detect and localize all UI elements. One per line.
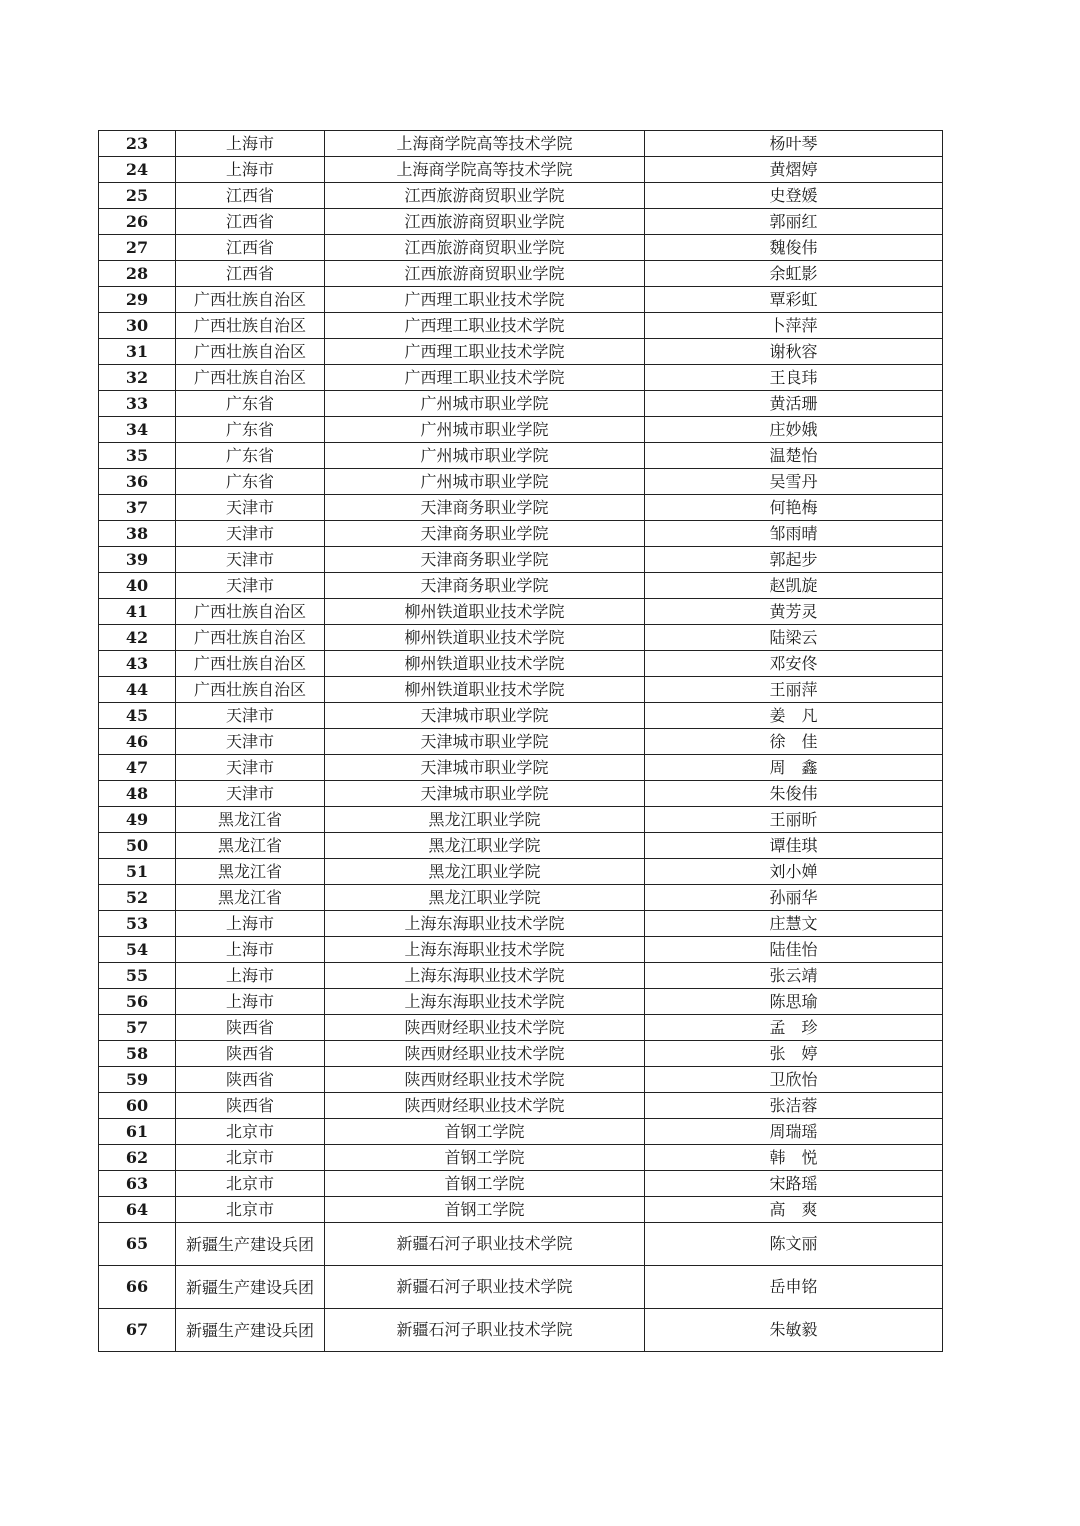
cell-name: 吴雪丹 xyxy=(645,469,943,495)
cell-name: 史登媛 xyxy=(645,183,943,209)
cell-school: 江西旅游商贸职业学院 xyxy=(325,261,645,287)
table-row xyxy=(99,989,943,1015)
cell-region: 广西壮族自治区 xyxy=(176,287,325,313)
cell-school: 广西理工职业技术学院 xyxy=(325,313,645,339)
table-row xyxy=(99,963,943,989)
cell-school: 天津城市职业学院 xyxy=(325,755,645,781)
cell-number: 35 xyxy=(99,443,176,469)
cell-number: 24 xyxy=(99,157,176,183)
table-row xyxy=(99,1041,943,1067)
cell-region: 上海市 xyxy=(176,989,325,1015)
cell-number: 57 xyxy=(99,1015,176,1041)
table-row xyxy=(99,547,943,573)
table-row xyxy=(99,1266,943,1309)
cell-region: 黑龙江省 xyxy=(176,807,325,833)
table-row xyxy=(99,1067,943,1093)
cell-number: 37 xyxy=(99,495,176,521)
cell-name: 陆佳怡 xyxy=(645,937,943,963)
cell-school: 上海东海职业技术学院 xyxy=(325,963,645,989)
table-row xyxy=(99,131,943,157)
cell-name: 黄芳灵 xyxy=(645,599,943,625)
cell-number: 67 xyxy=(99,1309,176,1352)
table-row xyxy=(99,391,943,417)
cell-region: 天津市 xyxy=(176,781,325,807)
cell-name: 黄活珊 xyxy=(645,391,943,417)
cell-name: 高 爽 xyxy=(645,1197,943,1223)
cell-number: 26 xyxy=(99,209,176,235)
cell-school: 上海东海职业技术学院 xyxy=(325,911,645,937)
cell-name: 姜 凡 xyxy=(645,703,943,729)
cell-name: 魏俊伟 xyxy=(645,235,943,261)
cell-number: 64 xyxy=(99,1197,176,1223)
table-row xyxy=(99,807,943,833)
table-row xyxy=(99,1119,943,1145)
cell-region: 江西省 xyxy=(176,183,325,209)
cell-number: 45 xyxy=(99,703,176,729)
cell-name: 黄熠婷 xyxy=(645,157,943,183)
cell-name: 邹雨晴 xyxy=(645,521,943,547)
cell-number: 36 xyxy=(99,469,176,495)
cell-school: 广州城市职业学院 xyxy=(325,469,645,495)
cell-region: 广东省 xyxy=(176,469,325,495)
cell-region: 北京市 xyxy=(176,1145,325,1171)
cell-region: 北京市 xyxy=(176,1119,325,1145)
cell-region: 江西省 xyxy=(176,209,325,235)
cell-region: 广西壮族自治区 xyxy=(176,365,325,391)
cell-school: 广西理工职业技术学院 xyxy=(325,365,645,391)
cell-region: 陕西省 xyxy=(176,1067,325,1093)
table-row xyxy=(99,365,943,391)
cell-name: 徐 佳 xyxy=(645,729,943,755)
cell-name: 王良玮 xyxy=(645,365,943,391)
cell-school: 天津商务职业学院 xyxy=(325,547,645,573)
cell-school: 陕西财经职业技术学院 xyxy=(325,1041,645,1067)
cell-region: 广东省 xyxy=(176,443,325,469)
cell-name: 张洁蓉 xyxy=(645,1093,943,1119)
cell-number: 48 xyxy=(99,781,176,807)
cell-name: 朱敏毅 xyxy=(645,1309,943,1352)
cell-name: 张云靖 xyxy=(645,963,943,989)
cell-school: 上海东海职业技术学院 xyxy=(325,937,645,963)
cell-region: 黑龙江省 xyxy=(176,859,325,885)
cell-name: 刘小婵 xyxy=(645,859,943,885)
cell-name: 孙丽华 xyxy=(645,885,943,911)
cell-number: 30 xyxy=(99,313,176,339)
cell-name: 余虹影 xyxy=(645,261,943,287)
table-row xyxy=(99,911,943,937)
table-row xyxy=(99,781,943,807)
cell-number: 52 xyxy=(99,885,176,911)
cell-region: 陕西省 xyxy=(176,1093,325,1119)
cell-school: 首钢工学院 xyxy=(325,1119,645,1145)
cell-school: 天津城市职业学院 xyxy=(325,781,645,807)
cell-region: 广西壮族自治区 xyxy=(176,599,325,625)
cell-name: 邓安佟 xyxy=(645,651,943,677)
cell-region: 黑龙江省 xyxy=(176,885,325,911)
cell-school: 首钢工学院 xyxy=(325,1145,645,1171)
cell-name: 陆梁云 xyxy=(645,625,943,651)
cell-region: 广西壮族自治区 xyxy=(176,651,325,677)
table-row xyxy=(99,651,943,677)
cell-school: 广州城市职业学院 xyxy=(325,417,645,443)
cell-region: 天津市 xyxy=(176,729,325,755)
table-row xyxy=(99,755,943,781)
cell-school: 新疆石河子职业技术学院 xyxy=(325,1266,645,1309)
cell-name: 庄妙娥 xyxy=(645,417,943,443)
cell-region: 天津市 xyxy=(176,547,325,573)
cell-number: 46 xyxy=(99,729,176,755)
cell-school: 天津商务职业学院 xyxy=(325,495,645,521)
cell-number: 51 xyxy=(99,859,176,885)
cell-school: 广州城市职业学院 xyxy=(325,391,645,417)
cell-name: 王丽昕 xyxy=(645,807,943,833)
cell-name: 覃彩虹 xyxy=(645,287,943,313)
table-row xyxy=(99,599,943,625)
cell-region: 上海市 xyxy=(176,937,325,963)
cell-number: 62 xyxy=(99,1145,176,1171)
cell-school: 江西旅游商贸职业学院 xyxy=(325,235,645,261)
cell-school: 天津城市职业学院 xyxy=(325,703,645,729)
cell-name: 庄慧文 xyxy=(645,911,943,937)
table-row xyxy=(99,261,943,287)
cell-name: 宋路瑶 xyxy=(645,1171,943,1197)
cell-region: 广西壮族自治区 xyxy=(176,313,325,339)
cell-number: 60 xyxy=(99,1093,176,1119)
cell-region: 广西壮族自治区 xyxy=(176,625,325,651)
cell-name: 何艳梅 xyxy=(645,495,943,521)
table-row xyxy=(99,937,943,963)
cell-number: 32 xyxy=(99,365,176,391)
cell-school: 江西旅游商贸职业学院 xyxy=(325,183,645,209)
cell-school: 广州城市职业学院 xyxy=(325,443,645,469)
cell-region: 新疆生产建设兵团 xyxy=(176,1309,325,1352)
cell-region: 天津市 xyxy=(176,495,325,521)
cell-name: 岳申铭 xyxy=(645,1266,943,1309)
cell-region: 江西省 xyxy=(176,261,325,287)
table-row xyxy=(99,1309,943,1352)
cell-region: 上海市 xyxy=(176,157,325,183)
cell-school: 上海商学院高等技术学院 xyxy=(325,157,645,183)
cell-number: 39 xyxy=(99,547,176,573)
cell-number: 41 xyxy=(99,599,176,625)
table-row xyxy=(99,287,943,313)
cell-school: 广西理工职业技术学院 xyxy=(325,339,645,365)
cell-name: 周 鑫 xyxy=(645,755,943,781)
cell-number: 53 xyxy=(99,911,176,937)
cell-number: 42 xyxy=(99,625,176,651)
cell-number: 56 xyxy=(99,989,176,1015)
table-row xyxy=(99,469,943,495)
cell-region: 北京市 xyxy=(176,1197,325,1223)
cell-school: 新疆石河子职业技术学院 xyxy=(325,1309,645,1352)
cell-name: 周瑞瑶 xyxy=(645,1119,943,1145)
cell-name: 卜萍萍 xyxy=(645,313,943,339)
table-row xyxy=(99,235,943,261)
table-row xyxy=(99,495,943,521)
cell-school: 黑龙江职业学院 xyxy=(325,833,645,859)
cell-number: 25 xyxy=(99,183,176,209)
cell-name: 郭起步 xyxy=(645,547,943,573)
table-row xyxy=(99,1093,943,1119)
cell-school: 上海商学院高等技术学院 xyxy=(325,131,645,157)
cell-school: 陕西财经职业技术学院 xyxy=(325,1067,645,1093)
cell-number: 66 xyxy=(99,1266,176,1309)
cell-school: 首钢工学院 xyxy=(325,1197,645,1223)
cell-region: 天津市 xyxy=(176,755,325,781)
table-row xyxy=(99,183,943,209)
cell-school: 天津城市职业学院 xyxy=(325,729,645,755)
table-row xyxy=(99,443,943,469)
cell-name: 谢秋容 xyxy=(645,339,943,365)
cell-region: 江西省 xyxy=(176,235,325,261)
cell-school: 柳州铁道职业技术学院 xyxy=(325,625,645,651)
cell-region: 陕西省 xyxy=(176,1015,325,1041)
cell-number: 59 xyxy=(99,1067,176,1093)
cell-name: 陈文丽 xyxy=(645,1223,943,1266)
cell-name: 韩 悦 xyxy=(645,1145,943,1171)
cell-school: 上海东海职业技术学院 xyxy=(325,989,645,1015)
table-row xyxy=(99,1171,943,1197)
table-row xyxy=(99,1223,943,1266)
cell-region: 天津市 xyxy=(176,703,325,729)
table-row xyxy=(99,313,943,339)
roster-table xyxy=(98,130,943,1352)
table-row xyxy=(99,339,943,365)
cell-school: 柳州铁道职业技术学院 xyxy=(325,677,645,703)
table-row xyxy=(99,521,943,547)
cell-school: 柳州铁道职业技术学院 xyxy=(325,599,645,625)
cell-school: 天津商务职业学院 xyxy=(325,573,645,599)
cell-region: 广西壮族自治区 xyxy=(176,339,325,365)
cell-number: 23 xyxy=(99,131,176,157)
cell-name: 陈思瑜 xyxy=(645,989,943,1015)
cell-school: 黑龙江职业学院 xyxy=(325,859,645,885)
cell-name: 杨叶琴 xyxy=(645,131,943,157)
cell-name: 王丽萍 xyxy=(645,677,943,703)
table-row xyxy=(99,417,943,443)
cell-school: 陕西财经职业技术学院 xyxy=(325,1093,645,1119)
cell-region: 陕西省 xyxy=(176,1041,325,1067)
cell-region: 上海市 xyxy=(176,131,325,157)
cell-name: 卫欣怡 xyxy=(645,1067,943,1093)
table-row xyxy=(99,1197,943,1223)
cell-region: 广西壮族自治区 xyxy=(176,677,325,703)
table-row xyxy=(99,625,943,651)
cell-number: 40 xyxy=(99,573,176,599)
table-row xyxy=(99,677,943,703)
cell-number: 50 xyxy=(99,833,176,859)
cell-region: 上海市 xyxy=(176,963,325,989)
cell-number: 44 xyxy=(99,677,176,703)
cell-school: 柳州铁道职业技术学院 xyxy=(325,651,645,677)
cell-number: 61 xyxy=(99,1119,176,1145)
cell-region: 广东省 xyxy=(176,391,325,417)
table-row xyxy=(99,833,943,859)
cell-name: 孟 珍 xyxy=(645,1015,943,1041)
table-row xyxy=(99,1145,943,1171)
cell-name: 张 婷 xyxy=(645,1041,943,1067)
cell-name: 赵凯旋 xyxy=(645,573,943,599)
cell-region: 天津市 xyxy=(176,573,325,599)
cell-school: 天津商务职业学院 xyxy=(325,521,645,547)
table-row xyxy=(99,209,943,235)
cell-number: 47 xyxy=(99,755,176,781)
cell-number: 63 xyxy=(99,1171,176,1197)
cell-number: 43 xyxy=(99,651,176,677)
table-row xyxy=(99,157,943,183)
cell-school: 广西理工职业技术学院 xyxy=(325,287,645,313)
cell-number: 28 xyxy=(99,261,176,287)
cell-number: 54 xyxy=(99,937,176,963)
cell-number: 33 xyxy=(99,391,176,417)
roster-table-body xyxy=(99,131,943,1352)
cell-region: 上海市 xyxy=(176,911,325,937)
cell-school: 新疆石河子职业技术学院 xyxy=(325,1223,645,1266)
cell-name: 朱俊伟 xyxy=(645,781,943,807)
cell-name: 谭佳琪 xyxy=(645,833,943,859)
cell-number: 58 xyxy=(99,1041,176,1067)
table-row xyxy=(99,729,943,755)
cell-region: 新疆生产建设兵团 xyxy=(176,1266,325,1309)
cell-school: 首钢工学院 xyxy=(325,1171,645,1197)
table-row xyxy=(99,573,943,599)
cell-school: 江西旅游商贸职业学院 xyxy=(325,209,645,235)
cell-school: 黑龙江职业学院 xyxy=(325,885,645,911)
table-row xyxy=(99,859,943,885)
cell-name: 温楚怡 xyxy=(645,443,943,469)
cell-number: 55 xyxy=(99,963,176,989)
cell-number: 29 xyxy=(99,287,176,313)
cell-number: 65 xyxy=(99,1223,176,1266)
cell-number: 49 xyxy=(99,807,176,833)
cell-name: 郭丽红 xyxy=(645,209,943,235)
cell-region: 新疆生产建设兵团 xyxy=(176,1223,325,1266)
cell-school: 黑龙江职业学院 xyxy=(325,807,645,833)
cell-number: 31 xyxy=(99,339,176,365)
cell-region: 天津市 xyxy=(176,521,325,547)
table-row xyxy=(99,703,943,729)
table-row xyxy=(99,885,943,911)
cell-number: 38 xyxy=(99,521,176,547)
cell-region: 黑龙江省 xyxy=(176,833,325,859)
cell-school: 陕西财经职业技术学院 xyxy=(325,1015,645,1041)
table-row xyxy=(99,1015,943,1041)
cell-region: 北京市 xyxy=(176,1171,325,1197)
cell-region: 广东省 xyxy=(176,417,325,443)
cell-number: 34 xyxy=(99,417,176,443)
cell-number: 27 xyxy=(99,235,176,261)
